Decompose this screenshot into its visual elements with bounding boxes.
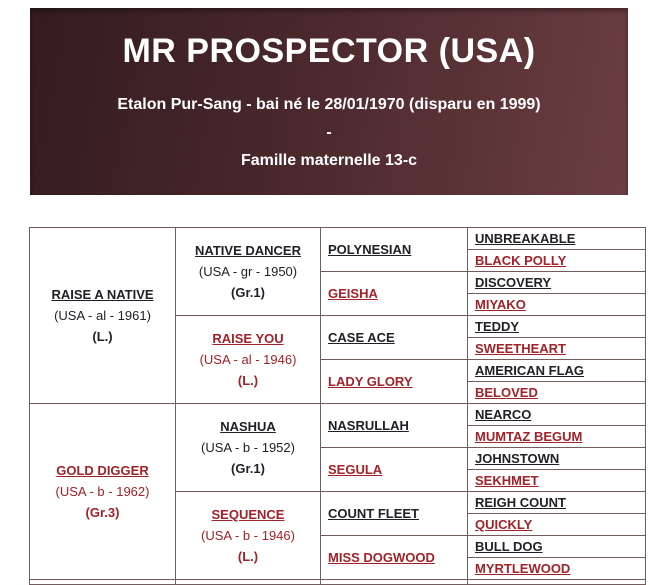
horse-link[interactable]: NEARCO	[475, 406, 532, 422]
pedigree-cell	[468, 448, 646, 470]
pedigree-cell	[468, 228, 646, 250]
horse-link[interactable]: LADY GLORY	[328, 373, 413, 389]
horse-link[interactable]: MISS DOGWOOD	[328, 549, 435, 565]
pedigree-cell-dam	[30, 404, 176, 580]
pedigree-cell	[468, 514, 646, 536]
horse-link[interactable]: SEQUENCE	[211, 507, 285, 522]
horse-link[interactable]: SWEETHEART	[475, 340, 566, 356]
horse-link[interactable]: RAISE A NATIVE	[51, 287, 154, 302]
horse-grade: (L.)	[237, 549, 259, 564]
pedigree-cell	[176, 404, 321, 492]
pedigree-cell	[176, 580, 321, 585]
pedigree-cell	[468, 316, 646, 338]
horse-grade: (L.)	[92, 329, 113, 344]
maternal-family: Famille maternelle 13-c	[240, 152, 418, 169]
pedigree-cell	[468, 492, 646, 514]
horse-detail: (USA - b - 1946)	[201, 528, 295, 543]
horse-link[interactable]: MUMTAZ BEGUM	[475, 428, 583, 444]
horse-link[interactable]: JOHNSTOWN	[475, 450, 560, 466]
horse-link[interactable]: AMERICAN FLAG	[475, 362, 585, 378]
horse-link[interactable]: REIGH COUNT	[475, 494, 566, 510]
pedigree-cell	[176, 316, 321, 404]
horse-link[interactable]: NASHUA	[220, 419, 276, 434]
pedigree-cell	[321, 360, 468, 404]
pedigree-cell	[468, 404, 646, 426]
horse-link[interactable]: BULL DOG	[475, 538, 543, 554]
horse-link[interactable]: COUNT FLEET	[328, 505, 419, 521]
horse-link[interactable]: MIYAKO	[475, 296, 526, 312]
horse-link[interactable]: QUICKLY	[475, 516, 533, 532]
horse-link[interactable]: CASE ACE	[328, 329, 395, 345]
header-banner	[30, 8, 628, 195]
pedigree-table	[29, 227, 646, 585]
pedigree-cell	[468, 536, 646, 558]
pedigree-cell	[468, 250, 646, 272]
pedigree-cell	[321, 492, 468, 536]
pedigree-cell	[468, 470, 646, 492]
horse-link[interactable]: RAISE YOU	[212, 331, 284, 346]
horse-grade: (Gr.3)	[85, 505, 120, 520]
horse-detail: (USA - al - 1961)	[54, 308, 151, 323]
pedigree-cell	[468, 580, 646, 585]
pedigree-cell	[321, 272, 468, 316]
pedigree-cell	[321, 316, 468, 360]
horse-link[interactable]: GEISHA	[328, 285, 378, 301]
pedigree-cell	[468, 338, 646, 360]
pedigree-cell-sire	[30, 228, 176, 404]
horse-link[interactable]: POLYNESIAN	[328, 241, 412, 257]
cutoff-row	[30, 580, 646, 585]
pedigree-cell	[468, 382, 646, 404]
pedigree-cell	[176, 228, 321, 316]
horse-link[interactable]: NATIVE DANCER	[195, 243, 301, 258]
horse-detail: (USA - b - 1952)	[201, 440, 295, 455]
horse-link[interactable]: NASRULLAH	[328, 417, 409, 433]
horse-link[interactable]: SEGULA	[328, 461, 383, 477]
pedigree-cell	[468, 360, 646, 382]
horse-grade: (Gr.1)	[231, 461, 265, 476]
horse-link[interactable]: TEDDY	[475, 318, 520, 334]
pedigree-cell	[468, 294, 646, 316]
horse-description: Etalon Pur-Sang - bai né le 28/01/1970 (disparu en 1999)	[117, 96, 541, 113]
horse-link[interactable]: GOLD DIGGER	[56, 463, 149, 478]
horse-detail: (USA - al - 1946)	[199, 352, 297, 367]
horse-link[interactable]: BLACK POLLY	[475, 252, 567, 268]
separator-dash: -	[326, 124, 332, 141]
pedigree-cell	[321, 580, 468, 585]
pedigree-cell	[468, 558, 646, 580]
pedigree-cell	[468, 426, 646, 448]
horse-link[interactable]: BELOVED	[475, 384, 538, 400]
horse-link[interactable]: SEKHMET	[475, 472, 539, 488]
pedigree-cell	[321, 228, 468, 272]
pedigree-cell	[176, 492, 321, 580]
horse-link[interactable]: UNBREAKABLE	[475, 230, 576, 246]
pedigree-cell	[321, 536, 468, 580]
page-title: MR PROSPECTOR (USA)	[122, 32, 536, 70]
horse-grade: (Gr.1)	[231, 285, 265, 300]
pedigree-cell	[30, 580, 176, 585]
horse-link[interactable]: DISCOVERY	[475, 274, 552, 290]
horse-detail: (USA - b - 1962)	[55, 484, 150, 499]
horse-grade: (L.)	[237, 373, 259, 388]
horse-link[interactable]: MYRTLEWOOD	[475, 560, 571, 576]
pedigree-cell	[468, 272, 646, 294]
horse-detail: (USA - gr - 1950)	[198, 264, 298, 279]
pedigree-cell	[321, 448, 468, 492]
pedigree-cell	[321, 404, 468, 448]
